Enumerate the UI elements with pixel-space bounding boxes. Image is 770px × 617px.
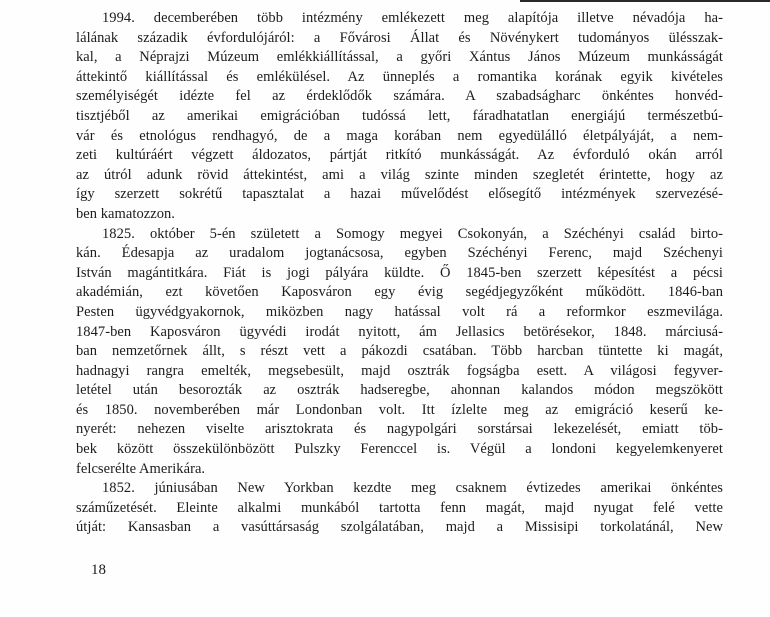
text-line: az útról adunk rövid áttekintést, ami a világ szinte minden szegletét érintette, hogy az xyxy=(76,166,723,183)
text-line: vár és etnológus rendhagyó, de a maga korában nem egyedülálló életpályáját, a nem- xyxy=(76,127,723,144)
paragraph xyxy=(76,479,723,538)
text-line: Pesten ügyvédgyakornok, miközben nagy hatással volt rá a reformkor eszmevilága. xyxy=(76,303,723,320)
text-line: ban nemzetőrnek állt, s részt vett a pákozdi csatában. Több harcban tüntette ki magát, xyxy=(76,343,723,360)
text-line: lálának századik évfordulójáról: a Fővárosi Állat és Növénykert tudományos ülésszak- xyxy=(76,29,723,46)
page-number: 18 xyxy=(91,562,106,578)
text-line: személyiségét idézte fel az érdeklődők számára. A szabadságharc önkéntes honvéd- xyxy=(76,88,723,105)
paragraph xyxy=(76,225,723,480)
text-line: 1994. decemberében több intézmény emlékezett meg alapítója illetve névadója ha- xyxy=(102,10,723,26)
top-rule xyxy=(520,0,770,2)
text-line: áttekintő kiállítással és emlékülésel. Az ünneplés a romantika korának egyik kivételes xyxy=(76,68,723,85)
text-line: ben kamatozzon. xyxy=(76,205,175,222)
text-line: 1847-ben Kaposváron ügyvédi irodát nyitott, ám Jellasics betörésekor, 1848. márciusá- xyxy=(76,323,723,340)
text-line: kal, a Néprajzi Múzeum emlékkiállítással, a győri Xántus János Múzeum munkásságát xyxy=(76,49,723,66)
text-line: tisztjéből az amerikai emigrációban tudóssá lett, fáradhatatlan energiájú természetbú- xyxy=(76,107,723,124)
text-line: akadémián, ezt követően Kaposváron egy évig segédjegyzőként működött. 1846-ban xyxy=(76,284,723,301)
paragraph xyxy=(76,9,723,225)
text-line: István magántitkára. Fiát is jogi pályára küldte. Ő 1845-ben szerzett képesítést a pécsi xyxy=(76,264,723,281)
text-line: útját: Kansasban a vasúttársaság szolgálatában, majd a Missisipi torkolatánál, New xyxy=(76,519,723,536)
text-line: 1852. júniusában New Yorkban kezdte meg csaknem évtizedes amerikai önkéntes xyxy=(102,480,723,497)
body-text xyxy=(76,9,723,538)
text-line: 1825. október 5-én született a Somogy megyei Csokonyán, a Széchényi család birto- xyxy=(102,225,723,242)
text-line: bek között összekülönbözött Pulszky Ferenccel is. Végül a londoni kegyelemkenyeret xyxy=(76,441,723,458)
text-line: száműzetését. Eleinte alkalmi munkából tartotta fenn magát, majd nyugat felé vette xyxy=(76,499,723,516)
text-line: és 1850. novemberében már Londonban volt. Itt ízlelte meg az emigráció keserű ke- xyxy=(76,401,723,418)
text-line: hadnagyi rangra emelték, megsebesült, majd osztrák fogságba esett. A világosi fegyver- xyxy=(76,362,723,379)
text-line: nyerét: nehezen viselte arisztokrata és nagypolgári sorstársai lekezelését, emiatt töb- xyxy=(76,421,723,438)
text-line: kán. Édesapja az uradalom jogtanácsosa, egyben Széchényi Ferenc, majd Széchenyi xyxy=(76,245,723,262)
text-line: így szerzett sokrétű tapasztalat a hazai művelődést elősegítő intézmények szervezésé- xyxy=(76,186,723,203)
text-line: felcserélte Amerikára. xyxy=(76,460,206,477)
text-line: zeti kultúráért végzett áldozatos, pártját ritkító munkásságát. Az évforduló okán arról xyxy=(76,147,723,164)
text-line: letétel után besorozták az osztrák hadseregbe, ahonnan kalandos módon megszökött xyxy=(76,382,723,399)
